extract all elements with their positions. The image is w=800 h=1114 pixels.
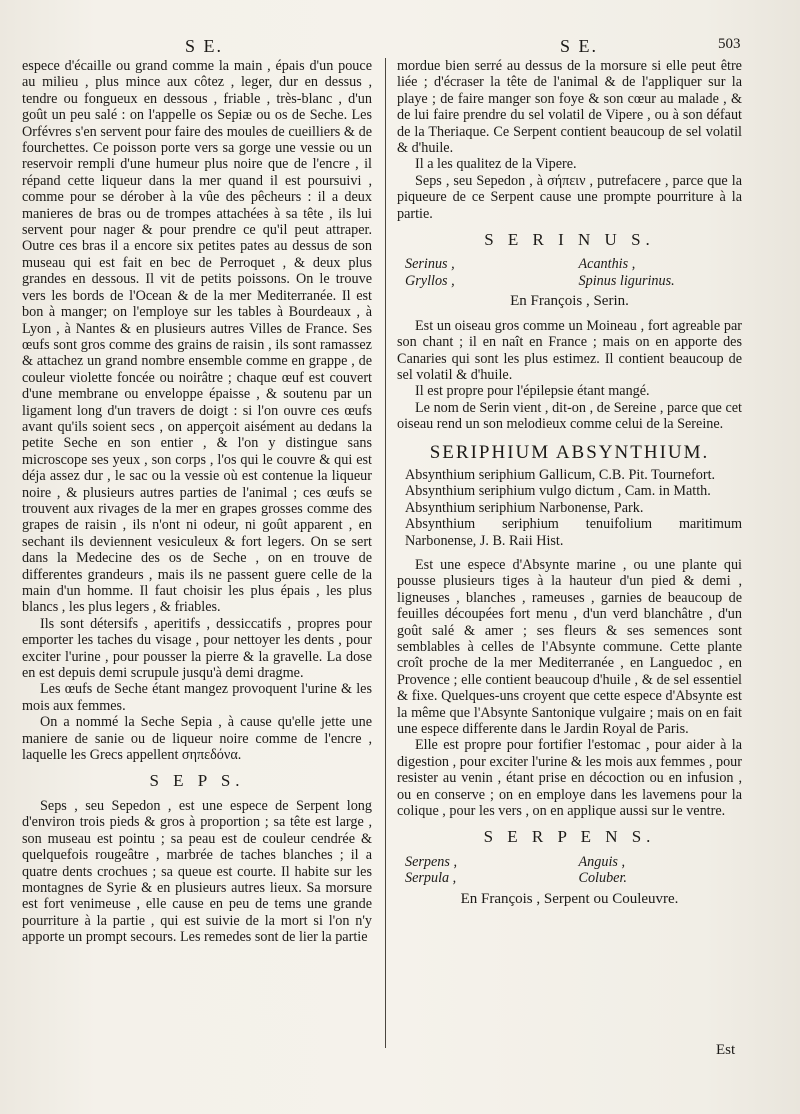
seche-paragraph: On a nommé la Seche Sepia , à cause qu'elle jette une maniere de sanie ou de liqueur noire comme de l'encre , laquelle les Grecs appellent σηπεδόνα. bbox=[22, 714, 372, 764]
serinus-synonyms bbox=[405, 256, 742, 289]
bibliography-entry: Absynthium seriphium Gallicum, C.B. Pit. Tournefort. bbox=[405, 466, 716, 483]
seriphium-bibliography bbox=[397, 467, 742, 549]
seche-paragraph: Les œufs de Seche étant mangez provoquent l'urine & les mois aux femmes. bbox=[22, 681, 372, 714]
seps-etymology: Seps , seu Sepedon , à σήπειν , putrefacere , parce que la piqueure de ce Serpent cause une prompte pourriture à la partie. bbox=[397, 172, 742, 222]
seche-paragraph: espece d'écaille ou grand comme la main , épais d'un pouce au milieu , plus mince aux côtez , leger, dur en dessus , tendre ou fongueux en dessous , friable , très-blanc , d'un goût un peu salé : on l'appelle os Sepiæ ou os de Seche. Les Orfévres s'en servent pour faire des moules de cueilliers & de fourchettes. Ce poisson porte vers sa gorge une vessie ou un reservoir rempli d'une humeur plus noire que de l'encre , il répand cette liqueur dans la mer quand il est poursuivi , comme pour se dérober à la vûe des pêcheurs : il a deux manieres de bras ou de trompes attachées à sa tête , ils lui servent pour nager & pour prendre ce qu'il peut attraper. Outre ces bras il a encore six petites pates au dessus de son museau qui est fait en bec de Perroquet , & deux plus grandes en dessous. Il vit de petits poissons. On le trouve vers les bords de l'Ocean & de la mer Mediterranée. Il est bon à manger; on l'employe sur les tables à Bourdeaux , à Lyon , à Nantes & en plusieurs autres Villes de France. Ses œufs sont gros comme des grains de raisin , ils sont ramassez & attachez un grand nombre ensemble comme en grappe , de couleur violette foncée ou noirâtre ; chaque œuf est couvert d'une membrane ou enveloppe épaisse , & soutenu par un ligament long d'un travers de doigt : si l'on ouvre ces œufs avant qu'ils soient secs , on apperçoit aisément au dedans la petite Seche en son entier , & l'on y distingue sans microscope ses yeux , son corps , l'os qui le couvre & qui est déja assez dur , le sac ou la vessie où est contenue la liqueur noire , & plusieurs autres parties de l'animal ; ces œufs se trouvent aux rivages de la mer en grapes grosses comme des grapes de raisin , ils n'ont ni odeur, ni goût apparent , en sechant ils deviennent vesiculeux & fort legers. On se sert dans la Medecine des os de Seche , on en trouve de differentes grandeurs , mais ils ne passent guere celle de la main d'un homme. Il faut choisir les plus épais , les plus blancs , les plus legers , & friables. bbox=[22, 58, 372, 616]
serpens-french-name: En François , Serpent ou Couleuvre. bbox=[460, 890, 679, 907]
catchword: Est bbox=[716, 1042, 736, 1058]
section-heading-serinus: S E R I N U S. bbox=[484, 230, 655, 250]
synonym: Serinus , bbox=[405, 256, 455, 273]
column-divider bbox=[385, 58, 386, 1048]
serinus-paragraph: Il est propre pour l'épilepsie étant mangé. bbox=[415, 383, 650, 400]
bibliography-entry: Absynthium seriphium vulgo dictum , Cam. in Matth. bbox=[405, 483, 711, 500]
seps-paragraph-continued: mordue bien serré au dessus de la morsure si elle peut être liée ; d'écraser la tête de l'animal & de l'appliquer sur la playe ; de faire manger son foye & son cœur au malade , & de lui faire prendre du sel volatil de Vipere , ou à son défaut de la Theriaque. Ce Serpent contient beaucoup de sel volatil & d'huile. bbox=[397, 58, 742, 157]
bibliography-entry: Absynthium seriphium tenuifolium maritimum Narbonense, J. B. Raii Hist. bbox=[405, 516, 742, 549]
bibliography-entry: Absynthium seriphium Narbonense, Park. bbox=[405, 499, 644, 516]
page-number: 503 bbox=[718, 36, 741, 52]
serinus-french-name: En François , Serin. bbox=[510, 293, 629, 310]
synonym: Gryllos , bbox=[405, 272, 455, 289]
seps-qualities: Il a les qualitez de la Vipere. bbox=[415, 156, 577, 173]
section-heading-serpens: S E R P E N S. bbox=[483, 827, 656, 847]
running-head-right: S E. bbox=[560, 36, 599, 56]
serinus-paragraph: Est un oiseau gros comme un Moineau , fort agreable par son chant ; il en naît en France ; mais on en apporte des Canaries qui sont les plus estimez. Il contient beaucoup de sel volatil & d'huile. bbox=[397, 317, 742, 383]
seps-paragraph: Seps , seu Sepedon , est une espece de Serpent long d'environ trois pieds & gros à proportion ; sa tête est large , son museau est pointu ; sa peau est de couleur cendrée & quelquefois rougeâtre , marbrée de taches blanches ; il a quatre dents crochues ; sa queue est courte. Il habite sur les montagnes de Syrie & en plusieurs autres lieux. Sa morsure est fort venimeuse , elle cause en peu de tems une grande pourriture à la partie , qui est suivie de la mort si l'on n'y apporte un prompt secours. Les remedes sont de lier la partie bbox=[22, 797, 372, 946]
synonym: Coluber. bbox=[578, 870, 627, 887]
seriphium-paragraph: Elle est propre pour fortifier l'estomac , pour aider à la digestion , pour exciter l'urine & les mois aux femmes , pour resister au venin , étant prise en décoction ou en infusion , ou en conserve ; on en employe dans les lavemens pour la colique , pour les vers , on en applique aussi sur le ventre. bbox=[397, 737, 742, 820]
seriphium-paragraph: Est une espece d'Absynte marine , ou une plante qui pousse plusieurs tiges à la hauteur d'un pied & demi , ligneuses , blanches , rameuses , garnies de beaucoup de feuilles découpées fort menu , d'un verd blanchâtre , d'un goût salé & amer ; ses fleurs & ses semences sont semblables à celles de l'Absynte commune. Cette plante croît proche de la mer Mediterranée , en Languedoc , en Provence ; elle contient beaucoup d'huile , & de sel essentiel & fixe. Quelques-uns croyent que cette espece d'Absynte est la même que l'Absynte Santonique vulgaire ; mais on en fait une espece differente dans le Jardin Royal de Paris. bbox=[397, 556, 742, 738]
left-column bbox=[22, 58, 372, 946]
synonym: Acanthis , bbox=[578, 256, 636, 273]
synonym: Spinus ligurinus. bbox=[578, 272, 675, 289]
right-column bbox=[397, 58, 742, 915]
seche-paragraph: Ils sont détersifs , aperitifs , dessiccatifs , propres pour emporter les taches du visage , pour nettoyer les dents , pour exciter l'urine , pour pousser la pierre & la gravelle. La dose en est depuis demi scrupule jusqu'à demi dragme. bbox=[22, 615, 372, 682]
serinus-paragraph: Le nom de Serin vient , dit-on , de Sereine , parce que cet oiseau rend un son melodieux comme celui de la Sereine. bbox=[397, 399, 742, 433]
section-heading-seps: S E P S. bbox=[149, 771, 245, 791]
synonym: Anguis , bbox=[578, 853, 626, 870]
synonym: Serpens , bbox=[405, 853, 458, 870]
section-heading-seriphium: SERIPHIUM ABSYNTHIUM. bbox=[429, 441, 710, 463]
synonym: Serpula , bbox=[405, 870, 457, 887]
serpens-synonyms bbox=[405, 854, 742, 887]
running-head-left: S E. bbox=[185, 36, 224, 56]
